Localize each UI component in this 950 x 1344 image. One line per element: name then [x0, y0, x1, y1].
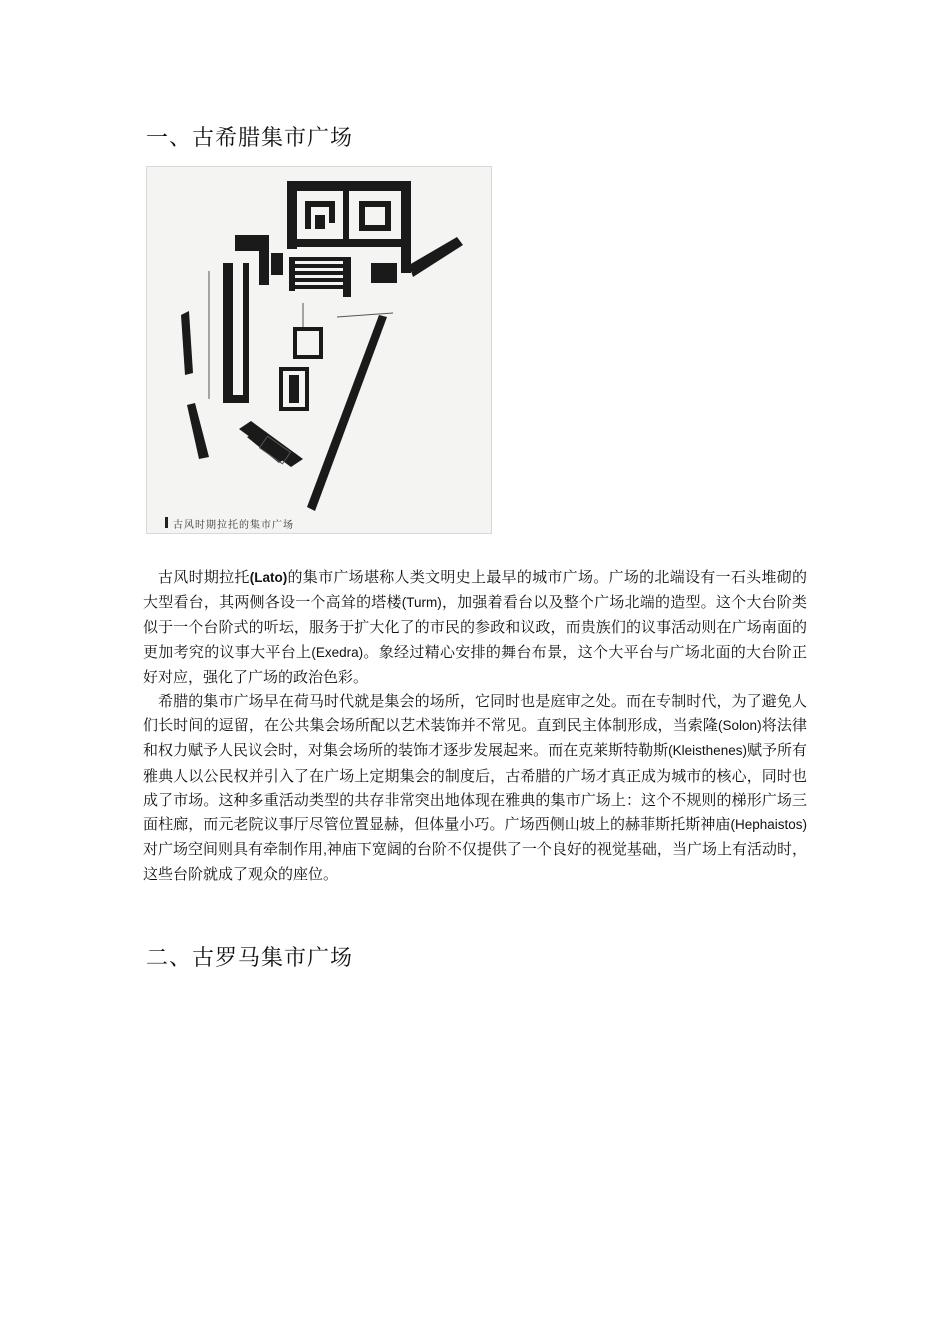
figure-caption: 古风时期拉托的集市广场: [173, 520, 294, 531]
section-heading-ancient-greek-agora: 一、古希腊集市广场: [146, 126, 354, 151]
paragraph-lato: 古风时期拉托(Lato)的集市广场堪称人类文明史上最早的城市广场。广场的北端设有一石头堆砌的大型看台，其两侧各设一个高耸的塔楼(Turm)，加强着看台以及整个广场北端的造型。这个大台阶类似于一个台阶式的听坛，服务于扩大化了的市民的参政和议政，而贵族们的议事活动则在广场南面的更加考究的议事大平台上(Exedra)。象经过精心安排的舞台布景，这个大平台与广场北面的大台阶正好对应，强化了广场的政治色彩。: [143, 568, 807, 686]
section-heading-ancient-roman-forum: 二、古罗马集市广场: [146, 946, 354, 971]
lato-agora-plan-drawing: [147, 167, 492, 534]
lato-agora-plan-figure: [146, 166, 492, 534]
paragraph-greek-agora: 希腊的集市广场早在荷马时代就是集会的场所，它同时也是庭审之处。而在专制时代，为了避免人们长时间的逗留，在公共集会场所配以艺术装饰并不常见。直到民主体制形成，当索隆(Solon)将法律和权力赋予人民议会时，对集会场所的装饰才逐步发展起来。而在克莱斯特勒斯(Kleisthenes)赋予所有雅典人以公民权并引入了在广场上定期集会的制度后，古希腊的广场才真正成为城市的核心，同时也成了市场。这种多重活动类型的共存非常突出地体现在雅典的集市广场上：这个不规则的梯形广场三面柱廊，而元老院议事厅尽管位置显赫，但体量小巧。广场西侧山坡上的赫菲斯托斯神庙(Hephaistos)对广场空间则具有牵制作用,神庙下宽阔的台阶不仅提供了一个良好的视觉基础，当广场上有活动时，这些台阶就成了观众的座位。: [143, 692, 807, 884]
caption-marker: [165, 517, 168, 528]
body-text: [143, 565, 807, 887]
